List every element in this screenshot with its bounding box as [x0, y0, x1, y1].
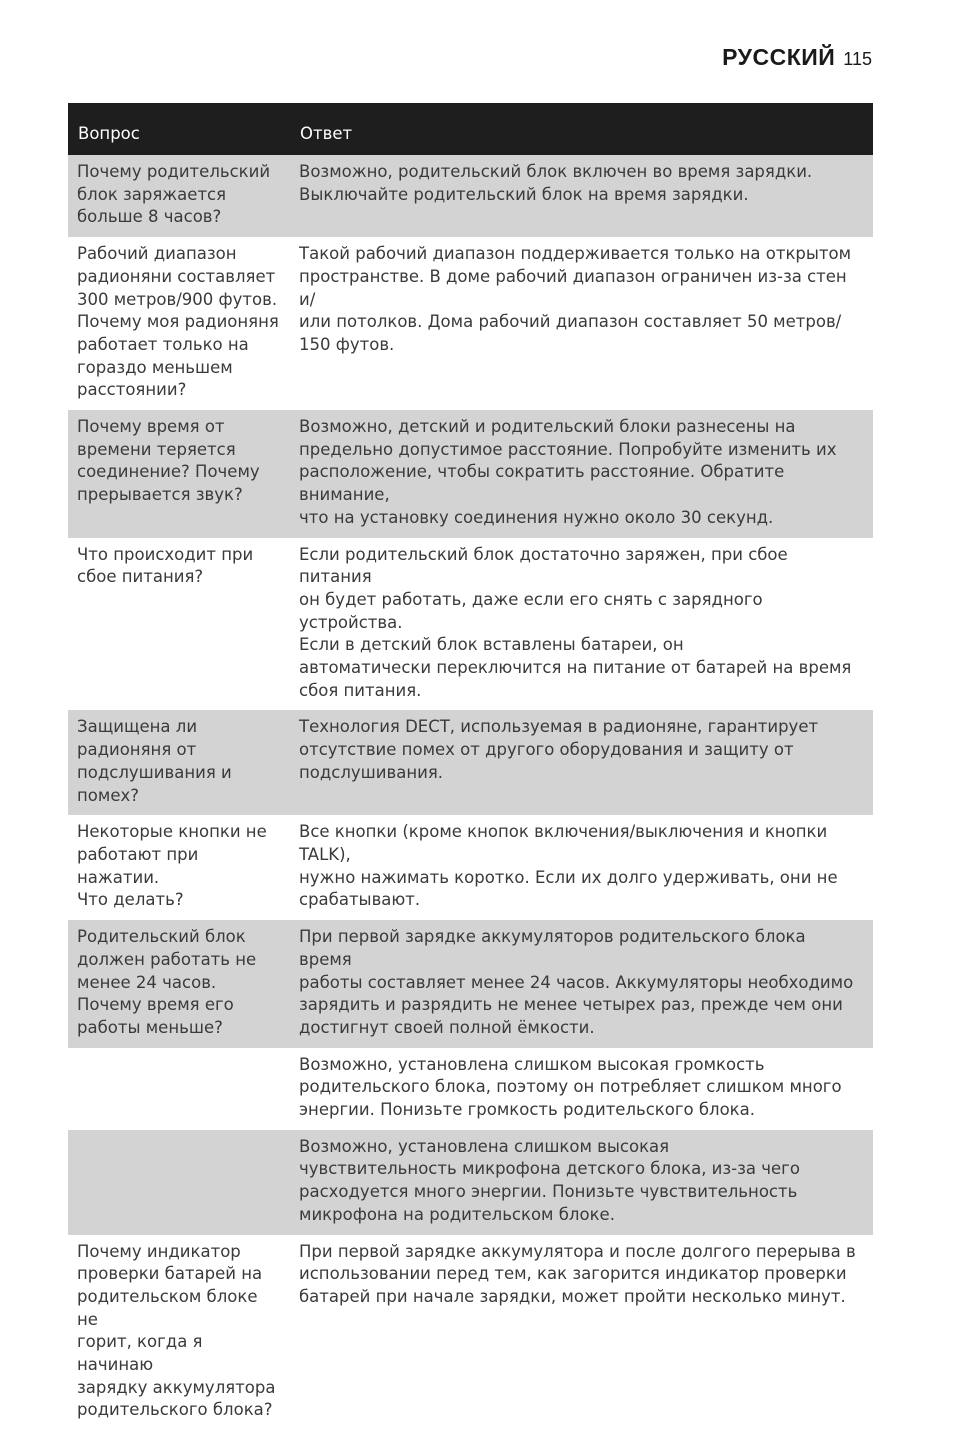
- question-cell: [68, 1235, 290, 1430]
- question-line: родительского блока?: [77, 1400, 273, 1420]
- answer-line: Такой рабочий диапазон поддерживается только на открытом: [299, 244, 852, 264]
- answer-line: Выключайте родительский блок на время зарядки.: [299, 184, 749, 204]
- table-row: [68, 155, 873, 237]
- table-row: [68, 1048, 873, 1130]
- question-cell: [68, 538, 290, 711]
- faq-body: [68, 155, 873, 1430]
- table-row: [68, 1130, 873, 1235]
- question-line: зарядку аккумулятора: [77, 1377, 276, 1397]
- question-line: радионяни составляет: [77, 266, 276, 286]
- question-line: блок заряжается: [77, 184, 227, 204]
- answer-line: Технология DECT, используемая в радионяне, гарантирует: [299, 717, 819, 737]
- answer-line: расположение, чтобы сократить расстояние. Обратите внимание,: [299, 462, 785, 505]
- table-row: [68, 538, 873, 711]
- table-row: [68, 815, 873, 920]
- answer-line: расходуется много энергии. Понизьте чувствительность: [299, 1182, 798, 1202]
- answer-line: энергии. Понизьте громкость родительского блока.: [299, 1100, 756, 1120]
- answer-line: Возможно, детский и родительский блоки разнесены на: [299, 417, 796, 437]
- answer-line: зарядить и разрядить не менее четырех раз, прежде чем они: [299, 995, 843, 1015]
- answer-line: микрофона на родительском блоке.: [299, 1204, 615, 1224]
- question-line: менее 24 часов.: [77, 972, 217, 992]
- question-line: Что делать?: [77, 890, 184, 910]
- answer-line: Возможно, установлена слишком высокая громкость: [299, 1054, 765, 1074]
- answer-cell: [290, 815, 873, 920]
- question-line: расстоянии?: [77, 380, 187, 400]
- question-line: Почему время его: [77, 995, 234, 1015]
- question-line: Защищена ли: [77, 717, 198, 737]
- question-line: больше 8 часов?: [77, 207, 222, 227]
- question-line: проверки батарей на: [77, 1264, 263, 1284]
- answer-line: он будет работать, даже если его снять с зарядного устройства.: [299, 589, 763, 632]
- page-number: 115: [843, 49, 872, 69]
- question-line: времени теряется: [77, 439, 236, 459]
- question-line: Рабочий диапазон: [77, 244, 237, 264]
- question-cell: [68, 1048, 290, 1130]
- answer-line: подслушивания.: [299, 762, 444, 782]
- answer-cell: [290, 1130, 873, 1235]
- answer-line: или потолков. Дома рабочий диапазон составляет 50 метров/: [299, 312, 842, 332]
- answer-line: Если родительский блок достаточно заряжен, при сбое питания: [299, 544, 788, 587]
- answer-line: Если в детский блок вставлены батареи, он: [299, 635, 684, 655]
- question-cell: [68, 815, 290, 920]
- answer-cell: [290, 538, 873, 711]
- question-line: 300 метров/900 футов.: [77, 289, 278, 309]
- answer-line: При первой зарядке аккумуляторов родительского блока время: [299, 927, 806, 969]
- page-header: [722, 44, 872, 71]
- question-line: должен работать не: [77, 949, 257, 969]
- question-line: подслушивания и: [77, 762, 232, 782]
- question-line: гораздо меньшем: [77, 357, 233, 377]
- question-cell: [68, 1130, 290, 1235]
- question-line: прерывается звук?: [77, 485, 243, 505]
- language-label: РУССКИЙ: [722, 44, 836, 70]
- answer-line: Все кнопки (кроме кнопок включения/выключения и кнопки TALK),: [299, 822, 828, 864]
- question-line: Почему моя радионяня: [77, 312, 279, 332]
- table-header-row: [68, 103, 873, 155]
- table-row: [68, 237, 873, 410]
- answer-line: нужно нажимать коротко. Если их долго удерживать, они не: [299, 867, 838, 887]
- answer-line: 150 футов.: [299, 334, 395, 354]
- answer-line: родительского блока, поэтому он потребляет слишком много: [299, 1077, 842, 1097]
- table-row: [68, 920, 873, 1048]
- answer-line: срабатывают.: [299, 890, 421, 910]
- answer-line: автоматически переключится на питание от батарей на время: [299, 658, 852, 678]
- faq-table: [68, 103, 873, 1430]
- answer-line: использовании перед тем, как загорится индикатор проверки: [299, 1264, 847, 1284]
- answer-line: отсутствие помех от другого оборудования и защиту от: [299, 740, 794, 760]
- question-cell: [68, 237, 290, 410]
- answer-line: пространстве. В доме рабочий диапазон ограничен из-за стен и/: [299, 266, 847, 309]
- question-line: Родительский блок: [77, 927, 246, 947]
- answer-line: работы составляет менее 24 часов. Аккумуляторы необходимо: [299, 972, 854, 992]
- answer-cell: [290, 155, 873, 237]
- answer-line: Возможно, установлена слишком высокая: [299, 1136, 670, 1156]
- answer-line: сбоя питания.: [299, 680, 422, 700]
- column-header-question: Вопрос: [68, 103, 290, 155]
- table-row: [68, 1235, 873, 1430]
- question-line: работают при нажатии.: [77, 844, 199, 887]
- answer-cell: [290, 710, 873, 815]
- question-line: Что происходит при: [77, 544, 254, 564]
- answer-cell: [290, 1235, 873, 1430]
- question-cell: [68, 155, 290, 237]
- answer-line: При первой зарядке аккумулятора и после долгого перерыва в: [299, 1241, 856, 1261]
- column-header-answer: Ответ: [290, 103, 873, 155]
- question-line: соединение? Почему: [77, 462, 260, 482]
- answer-cell: [290, 410, 873, 538]
- answer-line: Возможно, родительский блок включен во время зарядки.: [299, 162, 813, 181]
- answer-line: предельно допустимое расстояние. Попробуйте изменить их: [299, 439, 837, 459]
- table-row: [68, 710, 873, 815]
- question-line: Почему родительский: [77, 162, 271, 181]
- question-line: работает только на: [77, 334, 249, 354]
- question-line: работы меньше?: [77, 1017, 223, 1037]
- question-line: Почему индикатор: [77, 1241, 241, 1261]
- question-cell: [68, 710, 290, 815]
- answer-cell: [290, 920, 873, 1048]
- question-line: Некоторые кнопки не: [77, 822, 267, 842]
- answer-line: что на установку соединения нужно около 30 секунд.: [299, 507, 774, 527]
- answer-line: батарей при начале зарядки, может пройти несколько минут.: [299, 1286, 846, 1306]
- question-line: родительском блоке не: [77, 1286, 258, 1329]
- question-line: сбое питания?: [77, 567, 204, 587]
- question-line: горит, когда я начинаю: [77, 1332, 203, 1375]
- answer-line: достигнут своей полной ёмкости.: [299, 1017, 595, 1037]
- question-line: помех?: [77, 785, 140, 805]
- table-row: [68, 410, 873, 538]
- question-cell: [68, 410, 290, 538]
- question-line: радионяня от: [77, 740, 197, 760]
- answer-cell: [290, 237, 873, 410]
- answer-cell: [290, 1048, 873, 1130]
- question-cell: [68, 920, 290, 1048]
- answer-line: чувствительность микрофона детского блока, из-за чего: [299, 1159, 800, 1179]
- question-line: Почему время от: [77, 417, 225, 437]
